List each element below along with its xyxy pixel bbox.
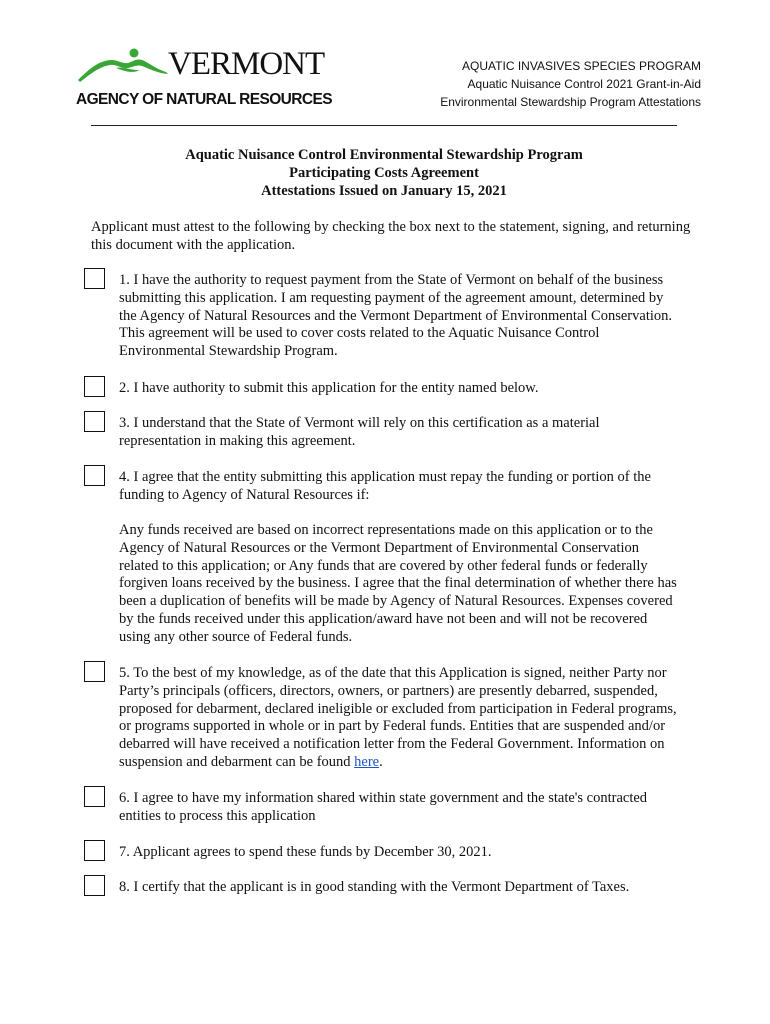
document-header xyxy=(440,57,701,111)
attestation-checkbox-6[interactable] xyxy=(84,786,105,807)
intro-paragraph: Applicant must attest to the following by checking the box next to the statement, signing, and returning this document with the application. xyxy=(91,219,691,253)
page-title xyxy=(91,146,677,200)
logo-wordmark: VERMONT xyxy=(168,46,325,82)
attestation-checkbox-4[interactable] xyxy=(84,465,105,486)
attestation-checkbox-3[interactable] xyxy=(84,411,105,432)
attestation-text-5 xyxy=(119,665,681,772)
grant-line: Aquatic Nuisance Control 2021 Grant-in-Aid xyxy=(467,77,701,91)
title-line-2: Participating Costs Agreement xyxy=(289,165,479,181)
logo-agency-name: AGENCY OF NATURAL RESOURCES xyxy=(76,91,332,108)
header-divider xyxy=(91,125,677,126)
attestation-checkbox-8[interactable] xyxy=(84,875,105,896)
attestation-text-6: 6. I agree to have my information shared within state government and the state's contracted entities to process this application xyxy=(119,790,648,824)
attestation-text-7: 7. Applicant agrees to spend these funds by December 30, 2021. xyxy=(119,844,492,860)
title-line-1: Aquatic Nuisance Control Environmental Stewardship Program xyxy=(185,147,583,163)
title-line-3: Attestations Issued on January 15, 2021 xyxy=(261,183,507,199)
attestation-checkbox-7[interactable] xyxy=(84,840,105,861)
attestation-text-4: 4. I agree that the entity submitting this application must repay the funding or portion of the funding to Agency of Natural Resources if: xyxy=(119,469,651,503)
mountain-logo-icon xyxy=(76,46,176,86)
program-line: AQUATIC INVASIVES SPECIES PROGRAM xyxy=(462,59,701,73)
attestation-text-1: 1. I have the authority to request payment from the State of Vermont on behalf of the business submitting this application. I am requesting payment of the agreement amount, determined by the Agency of Natural Resources and the Vermont Department of Environmental Conservation. This agreement will be used to cover costs related to the Aquatic Nuisance Control Environmental Stewardship Program. xyxy=(119,272,672,360)
attestation-text-2: 2. I have authority to submit this application for the entity named below. xyxy=(119,380,539,396)
attestation-text-3: 3. I understand that the State of Vermont will rely on this certification as a material representation in making this agreement. xyxy=(119,415,600,449)
suspension-info-link[interactable]: here xyxy=(354,753,380,770)
attestation-text-5-end: . xyxy=(379,753,383,770)
attestation-checkbox-2[interactable] xyxy=(84,376,105,397)
attestation-checkbox-1[interactable] xyxy=(84,268,105,289)
attestation-text-8: 8. I certify that the applicant is in good standing with the Vermont Department of Taxes. xyxy=(119,879,630,895)
attestation-detail-4: Any funds received are based on incorrect representations made on this application or to the Agency of Natural Resources or the Vermont Department of Environmental Conservation related to this application; or Any funds that are covered by other federal funds or federally forgiven loans received by the business. I agree that the final determination of whether there has been a duplication of benefits will be made by Agency of Natural Resources. Expenses covered by the funds received under this application/award have not been and will not be recovered using any other source of Federal funds. xyxy=(119,522,677,645)
attestations-line: Environmental Stewardship Program Attestations xyxy=(440,95,701,109)
anr-logo xyxy=(76,46,332,112)
attestation-checkbox-5[interactable] xyxy=(84,661,105,682)
attestation-text-5-body: 5. To the best of my knowledge, as of the date that this Application is signed, neither Party nor Party’s principals (officers, directors, owners, or partners) are presently debarred, suspended, proposed for debarment, declared ineligible or excluded from participation in Federal programs, or programs supported in whole or in part by Federal funds. Entities that are suspended and/or debarred will have received a notification letter from the Federal Government. Information on suspension and debarment can be found xyxy=(119,665,677,770)
